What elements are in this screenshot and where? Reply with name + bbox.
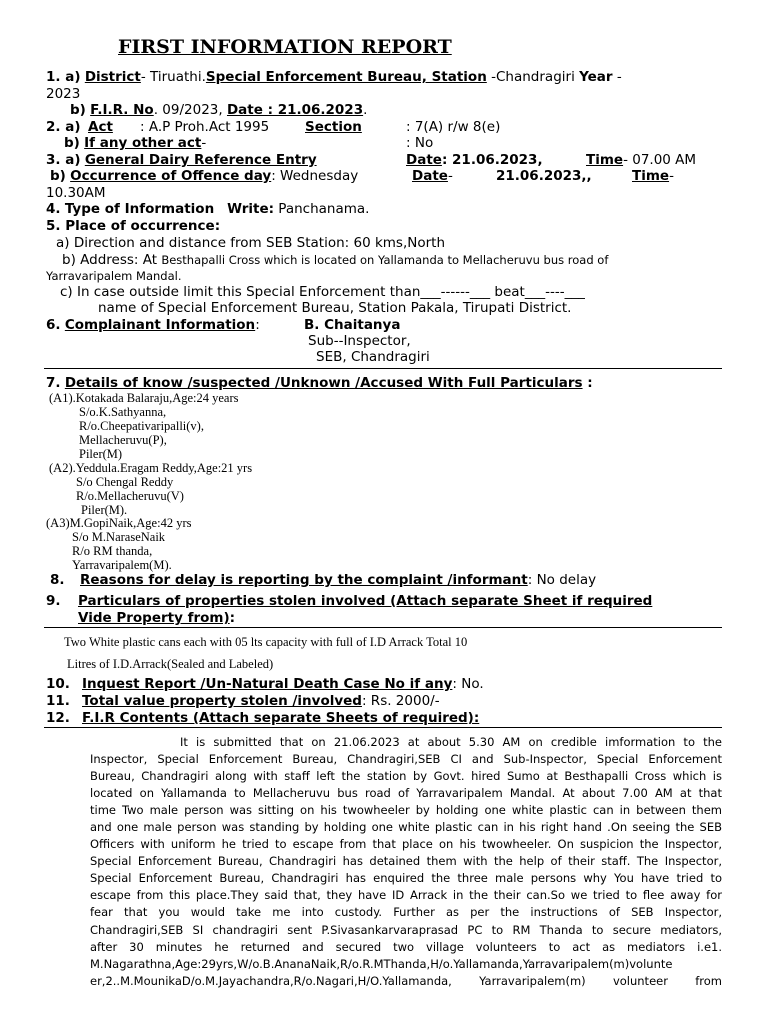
fir-date-end: . (363, 102, 368, 118)
accused-a2-name: (A2).Yeddula.Eragam Reddy,Age:21 yrs (49, 461, 253, 475)
complainant-name: B. Chaitanya (304, 317, 401, 333)
complainant-colon: : (255, 317, 260, 333)
fir-contents-line: Officers with uniform he tried to escape from that place on his twowheeler. On suspicion the Inspector, (90, 837, 722, 852)
inquest-line (82, 676, 484, 692)
inquest-label: Inquest Report /Un-Natural Death Case No if any (82, 676, 453, 692)
property-details-cont: Litres of I.D.Arrack(Sealed and Labeled) (67, 657, 274, 671)
year-value: 2023 (46, 86, 81, 102)
complainant-label: Complainant Information (64, 317, 256, 333)
gd-entry-line (46, 152, 317, 168)
divider-2 (44, 627, 722, 628)
address-text: Besthapalli Cross which is located on Yallamanda to Mellacheruvu bus road of (161, 253, 609, 267)
accused-a1-residence: R/o.Cheepativaripalli(v), (79, 419, 204, 433)
fir-contents-line: Special Enforcement Bureau, Chandragiri has detained them with the help of their staff. The Inspector, (90, 854, 722, 869)
accused-a1-mandal: Piler(M) (79, 447, 123, 461)
info-type-label: Type of Information (64, 201, 215, 217)
district-label: District (84, 69, 141, 85)
occurrence-date-value: 21.06.2023,, (496, 168, 592, 184)
s2-b-num: b) (64, 135, 80, 151)
s1-b-num: b) (70, 102, 86, 118)
section-value: : 7(A) r/w 8(e) (406, 119, 501, 135)
gd-date-value: : 21.06.2023, (441, 152, 543, 168)
occurrence-label: Occurrence of Offence day (70, 168, 272, 184)
fir-contents-line: fear that you would take me into custody. Further as per the instructions of SEB Inspector, (90, 905, 722, 920)
s10-num: 10. (46, 676, 70, 692)
occurrence-date-dash: - (447, 168, 453, 184)
occurrence-time (632, 168, 674, 184)
property-label-cont (78, 610, 235, 626)
gd-time-value: - 07.00 AM (623, 152, 697, 168)
fir-contents-line: er,2..M.MounikaD/o.M.Jayachandra,R/o.Nagari,H/O.Yallamanda, Yarravaripalem(m) volunteer from (90, 973, 722, 988)
delay-line (80, 572, 596, 588)
divider-1 (44, 368, 722, 369)
fir-contents-line: and one male person was standing by holding one white plastic can in his right hand .On seeing the SEB (90, 820, 722, 835)
occurrence-date (412, 168, 453, 184)
fir-contents-line: Inspector, Special Enforcement Bureau, Chandragiri,SEB CI and Sub-Inspector, Special Enforcement (90, 752, 722, 767)
gd-date (406, 152, 543, 168)
fir-no-value: . 09/2023, (153, 102, 227, 118)
s4-num: 4. (46, 201, 61, 217)
address-text-cont: Yarravaripalem Mandal. (46, 269, 182, 283)
occurrence-value: : Wednesday (271, 168, 359, 184)
fir-contents-line: It is submitted that on 21.06.2023 at about 5.30 AM on credible imformation to the (180, 735, 722, 749)
delay-value: : No delay (527, 572, 597, 588)
s2-num: 2. a) (46, 119, 81, 135)
s1-num: 1. a) (46, 69, 81, 85)
accused-a1-father: S/o.K.Sathyanna, (79, 405, 167, 419)
occurrence-time-value: 10.30AM (46, 185, 106, 201)
accused-colon: : (582, 375, 593, 391)
act-value: : A.P Proh.Act 1995 (140, 119, 270, 135)
gd-time-label: Time (586, 152, 624, 168)
write-label: Write: (227, 201, 275, 217)
district-line (46, 69, 622, 85)
occurrence-line (50, 168, 358, 184)
other-act-line (64, 135, 206, 151)
occurrence-time-label: Time (632, 168, 670, 184)
year-label: Year (579, 69, 613, 85)
divider-3 (44, 727, 722, 728)
place-label: 5. Place of occurrence: (46, 218, 221, 234)
place-direction: a) Direction and distance from SEB Station: 60 kms,North (56, 235, 446, 251)
occurrence-date-label: Date (412, 168, 448, 184)
seb-station-label: Special Enforcement Bureau, Station (205, 69, 487, 85)
s12-num: 12. (46, 710, 70, 726)
outside-limit-station: name of Special Enforcement Bureau, Station Pakala, Tirupati District. (98, 300, 572, 316)
fir-contents-line: escape from this place.They said that, they have ID Arrack in the their can.So we tried to flee away for (90, 888, 722, 903)
other-act-label: If any other act (84, 135, 202, 151)
year-dash: - (612, 69, 622, 85)
property-label-2: Vide Property from) (78, 610, 230, 626)
accused-a3-name: (A3)M.GopiNaik,Age:42 yrs (46, 516, 192, 530)
accused-a3-father: S/o M.NaraseNaik (72, 530, 166, 544)
inquest-value: : No. (452, 676, 484, 692)
gd-date-label: Date (406, 152, 442, 168)
s8-num: 8. (50, 572, 65, 588)
property-details: Two White plastic cans each with 05 lts capacity with full of I.D Arrack Total 10 (64, 635, 468, 649)
total-value-label: Total value property stolen /involved (82, 693, 362, 709)
property-label: Particulars of properties stolen involved (Attach separate Sheet if required (78, 593, 653, 609)
complainant-office: SEB, Chandragiri (316, 349, 430, 365)
accused-a3-mandal: Yarravaripalem(M). (72, 558, 172, 572)
info-type-value: Panchanama. (274, 201, 370, 217)
property-colon: : (229, 610, 236, 626)
fir-no-label: F.I.R. No (90, 102, 154, 118)
fir-contents-text (90, 734, 722, 990)
accused-a2-father: S/o Chengal Reddy (76, 475, 174, 489)
complainant-rank: Sub--Inspector, (308, 333, 411, 349)
fir-contents-line: Special Enforcement Bureau, Chandragiri has enquired the three male persons why You have tried to (90, 871, 722, 886)
other-act-dash: - (201, 135, 207, 151)
delay-label: Reasons for delay is reporting by the complaint /informant (80, 572, 528, 588)
s7-num: 7. (46, 375, 61, 391)
fir-contents-line: Bureau, Chandragiri along with staff left the station by Govt. hired Sumo at Besthapalli Cross which is (90, 769, 722, 784)
occurrence-time-dash: - (669, 168, 674, 184)
page-title: FIRST INFORMATION REPORT (118, 36, 452, 58)
fir-date: Date : 21.06.2023 (226, 102, 364, 118)
district-value: - Tiruathi. (140, 69, 206, 85)
act-label: Act (88, 119, 113, 135)
gd-entry-label: General Dairy Reference Entry (84, 152, 317, 168)
other-act-value: : No (406, 135, 434, 151)
s9-num: 9. (46, 593, 61, 609)
accused-a2-residence: R/o.Mellacheruvu(V) (76, 489, 184, 503)
fir-contents-line: Chandragiri,SEB SI chandragiri sent P.Sivasankarvaraprasad PC to RM Thanda to secure mediators, (90, 922, 722, 937)
seb-station-value: -Chandragiri (486, 69, 580, 85)
fir-contents-line: time Two male person was sitting on his twowheeler by holding one white plastic can in between them (90, 803, 722, 818)
accused-a1-name: (A1).Kotakada Balaraju,Age:24 years (49, 391, 239, 405)
s6-num: 6. (46, 317, 61, 333)
info-type-line (46, 201, 369, 217)
fir-contents-label: F.I.R Contents (Attach separate Sheets of required): (82, 710, 480, 726)
accused-heading (46, 375, 593, 391)
place-address (62, 251, 608, 269)
s3-b-num: b) (50, 168, 66, 184)
fir-contents-line: located on Yallamanda to Mellacheruvu bus road of Yarravaripalem Mandal. At about 7.00 AM at that (90, 786, 722, 801)
accused-a1-post: Mellacheruvu(P), (79, 433, 167, 447)
s3-num: 3. a) (46, 152, 81, 168)
gd-time (586, 152, 696, 168)
accused-a3-residence: R/o RM thanda, (72, 544, 153, 558)
accused-label: Details of know /suspected /Unknown /Accused With Full Particulars (64, 375, 583, 391)
address-prefix: b) Address: At (62, 252, 162, 268)
fir-contents-line: M.Nagarathna,Age:29yrs,W/o.B.AnanaNaik,R/o.R.MThanda,H/o.Yallamanda,Yarravaripalem(m)volunte (90, 956, 673, 971)
outside-limit: c) In case outside limit this Special Enforcement than___------___ beat___----___ (60, 284, 585, 300)
fir-contents-line: after 30 minutes he returned and secured two village volunteers to act as mediators i.e1. (90, 939, 722, 954)
s11-num: 11. (46, 693, 70, 709)
fir-line (70, 102, 367, 118)
total-value-amount: : Rs. 2000/- (361, 693, 440, 709)
accused-a2-mandal: Piler(M). (81, 503, 128, 517)
complainant-line (46, 317, 260, 333)
total-value-line (82, 693, 440, 709)
section-label: Section (305, 119, 362, 135)
